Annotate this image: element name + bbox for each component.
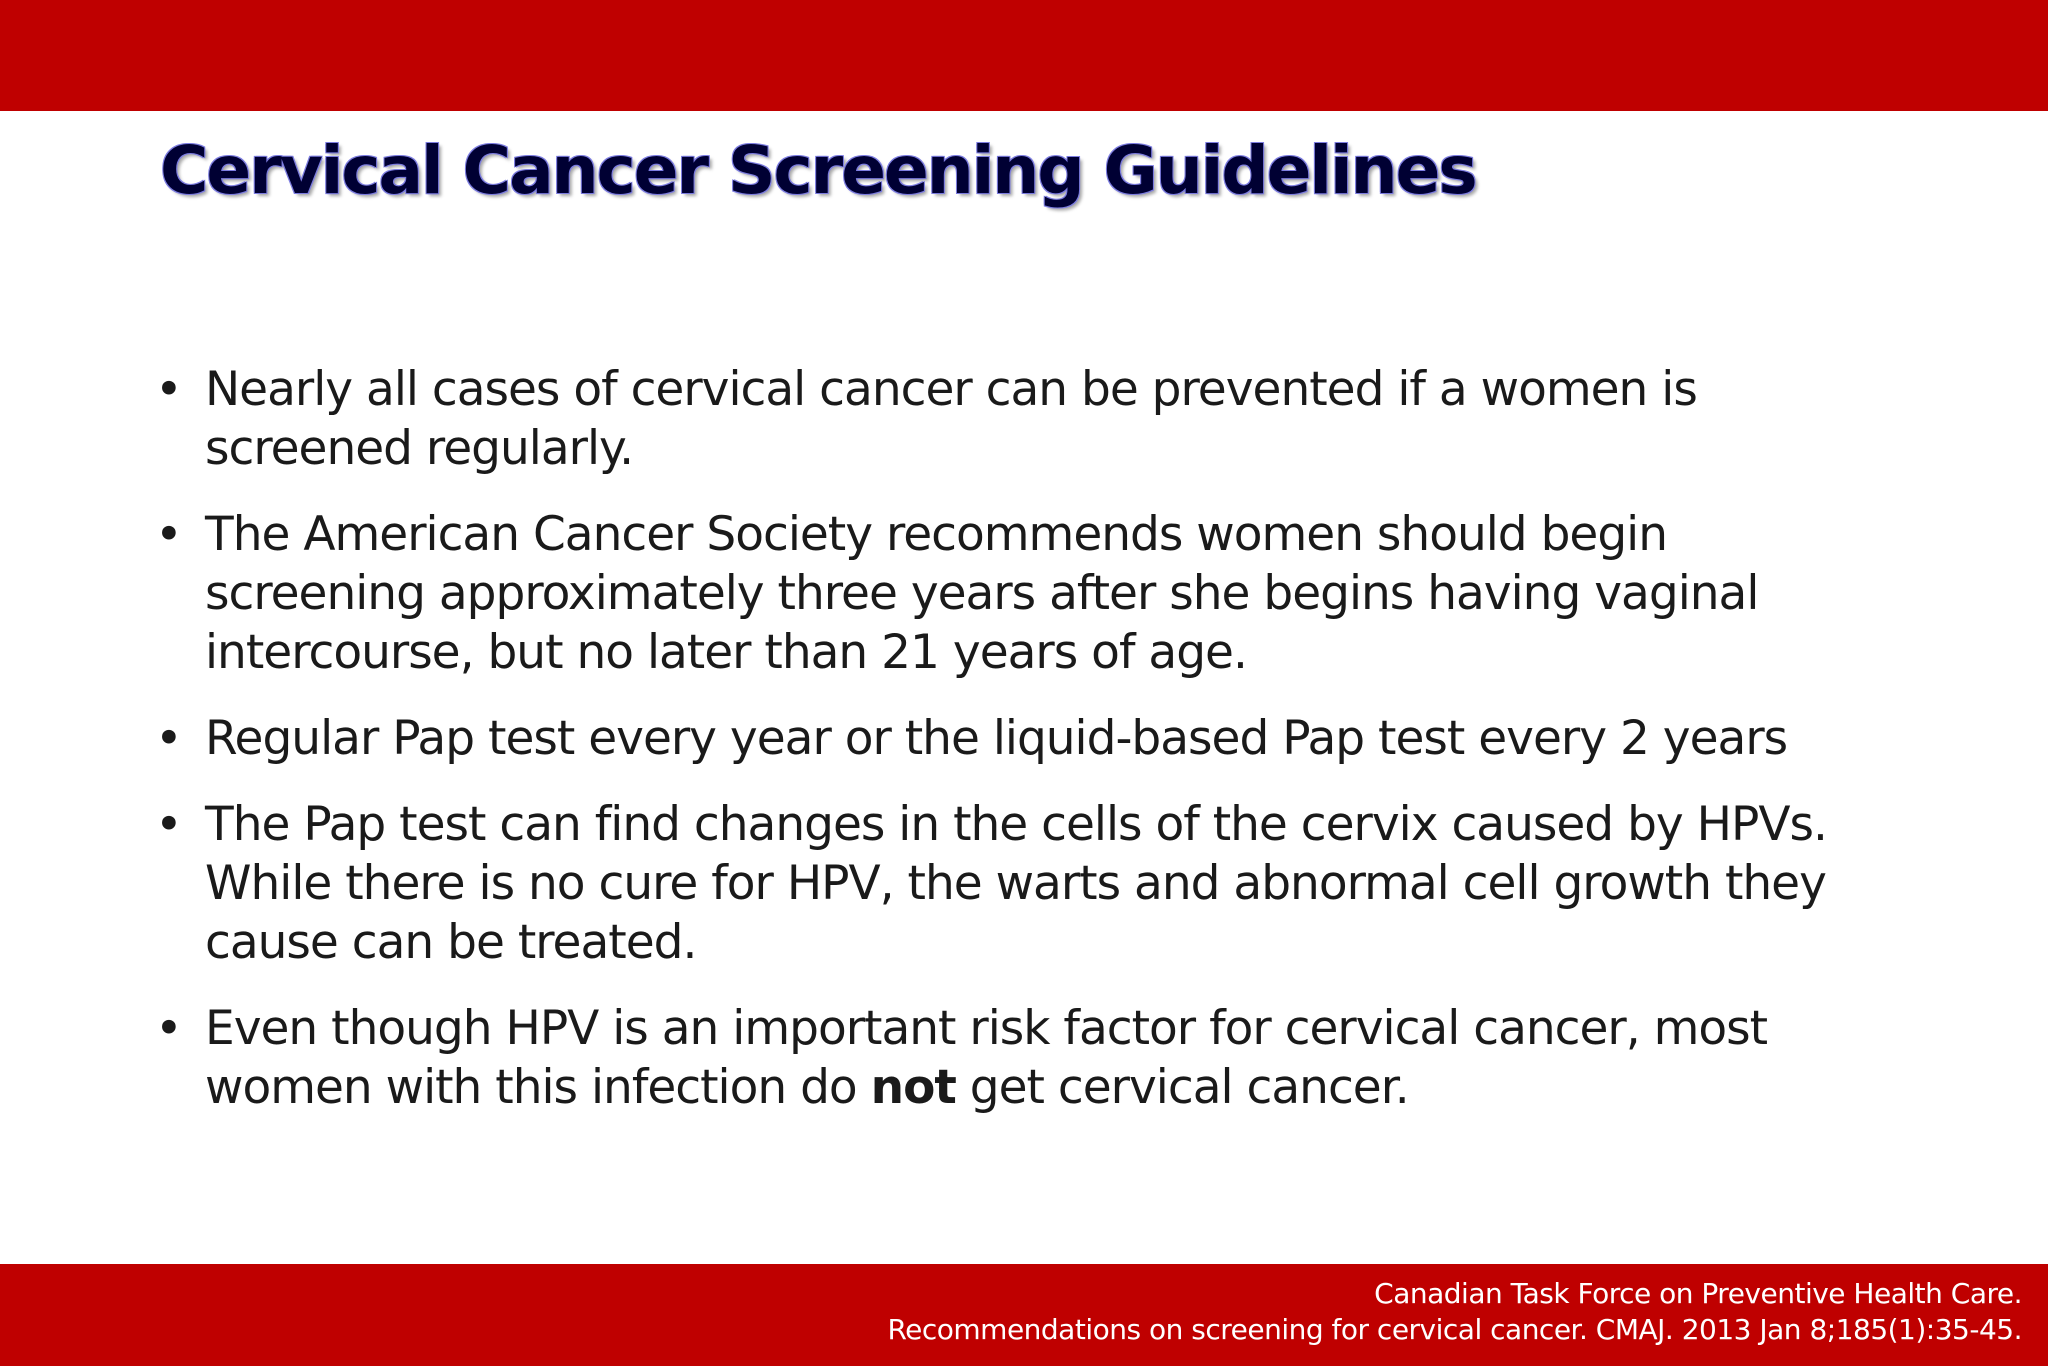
bullet-text: Even though HPV is an important risk factor for cervical cancer, most women with this infection do: [205, 1001, 1768, 1115]
bullet-text: The American Cancer Society recommends women should begin screening approximately three years after she begins having vaginal intercourse, but no later than 21 years of age.: [205, 507, 1759, 680]
bullet-text: get cervical cancer.: [955, 1060, 1409, 1115]
bullet-item: [155, 795, 1855, 972]
bullet-item: [155, 360, 1855, 478]
bullet-text: Regular Pap test every year or the liquid-based Pap test every 2 years: [205, 711, 1788, 766]
bullet-text: The Pap test can find changes in the cells of the cervix caused by HPVs. While there is no cure for HPV, the warts and abnormal cell growth they cause can be treated.: [205, 797, 1827, 970]
bullet-list: [155, 360, 1855, 1144]
bullet-item: [155, 709, 1855, 768]
citation-line: Canadian Task Force on Preventive Health Care.: [1374, 1277, 2022, 1310]
header-bar: [0, 0, 2048, 111]
bullet-item: [155, 505, 1855, 682]
citation-line: Recommendations on screening for cervical cancer. CMAJ. 2013 Jan 8;185(1):35-45.: [887, 1313, 2022, 1346]
citation: [887, 1276, 2022, 1348]
bullet-emphasis: not: [870, 1060, 956, 1115]
bullet-item: [155, 999, 1855, 1117]
bullet-text: Nearly all cases of cervical cancer can be prevented if a women is screened regularly.: [205, 362, 1697, 476]
slide-title: Cervical Cancer Screening Guidelines: [160, 132, 1476, 209]
